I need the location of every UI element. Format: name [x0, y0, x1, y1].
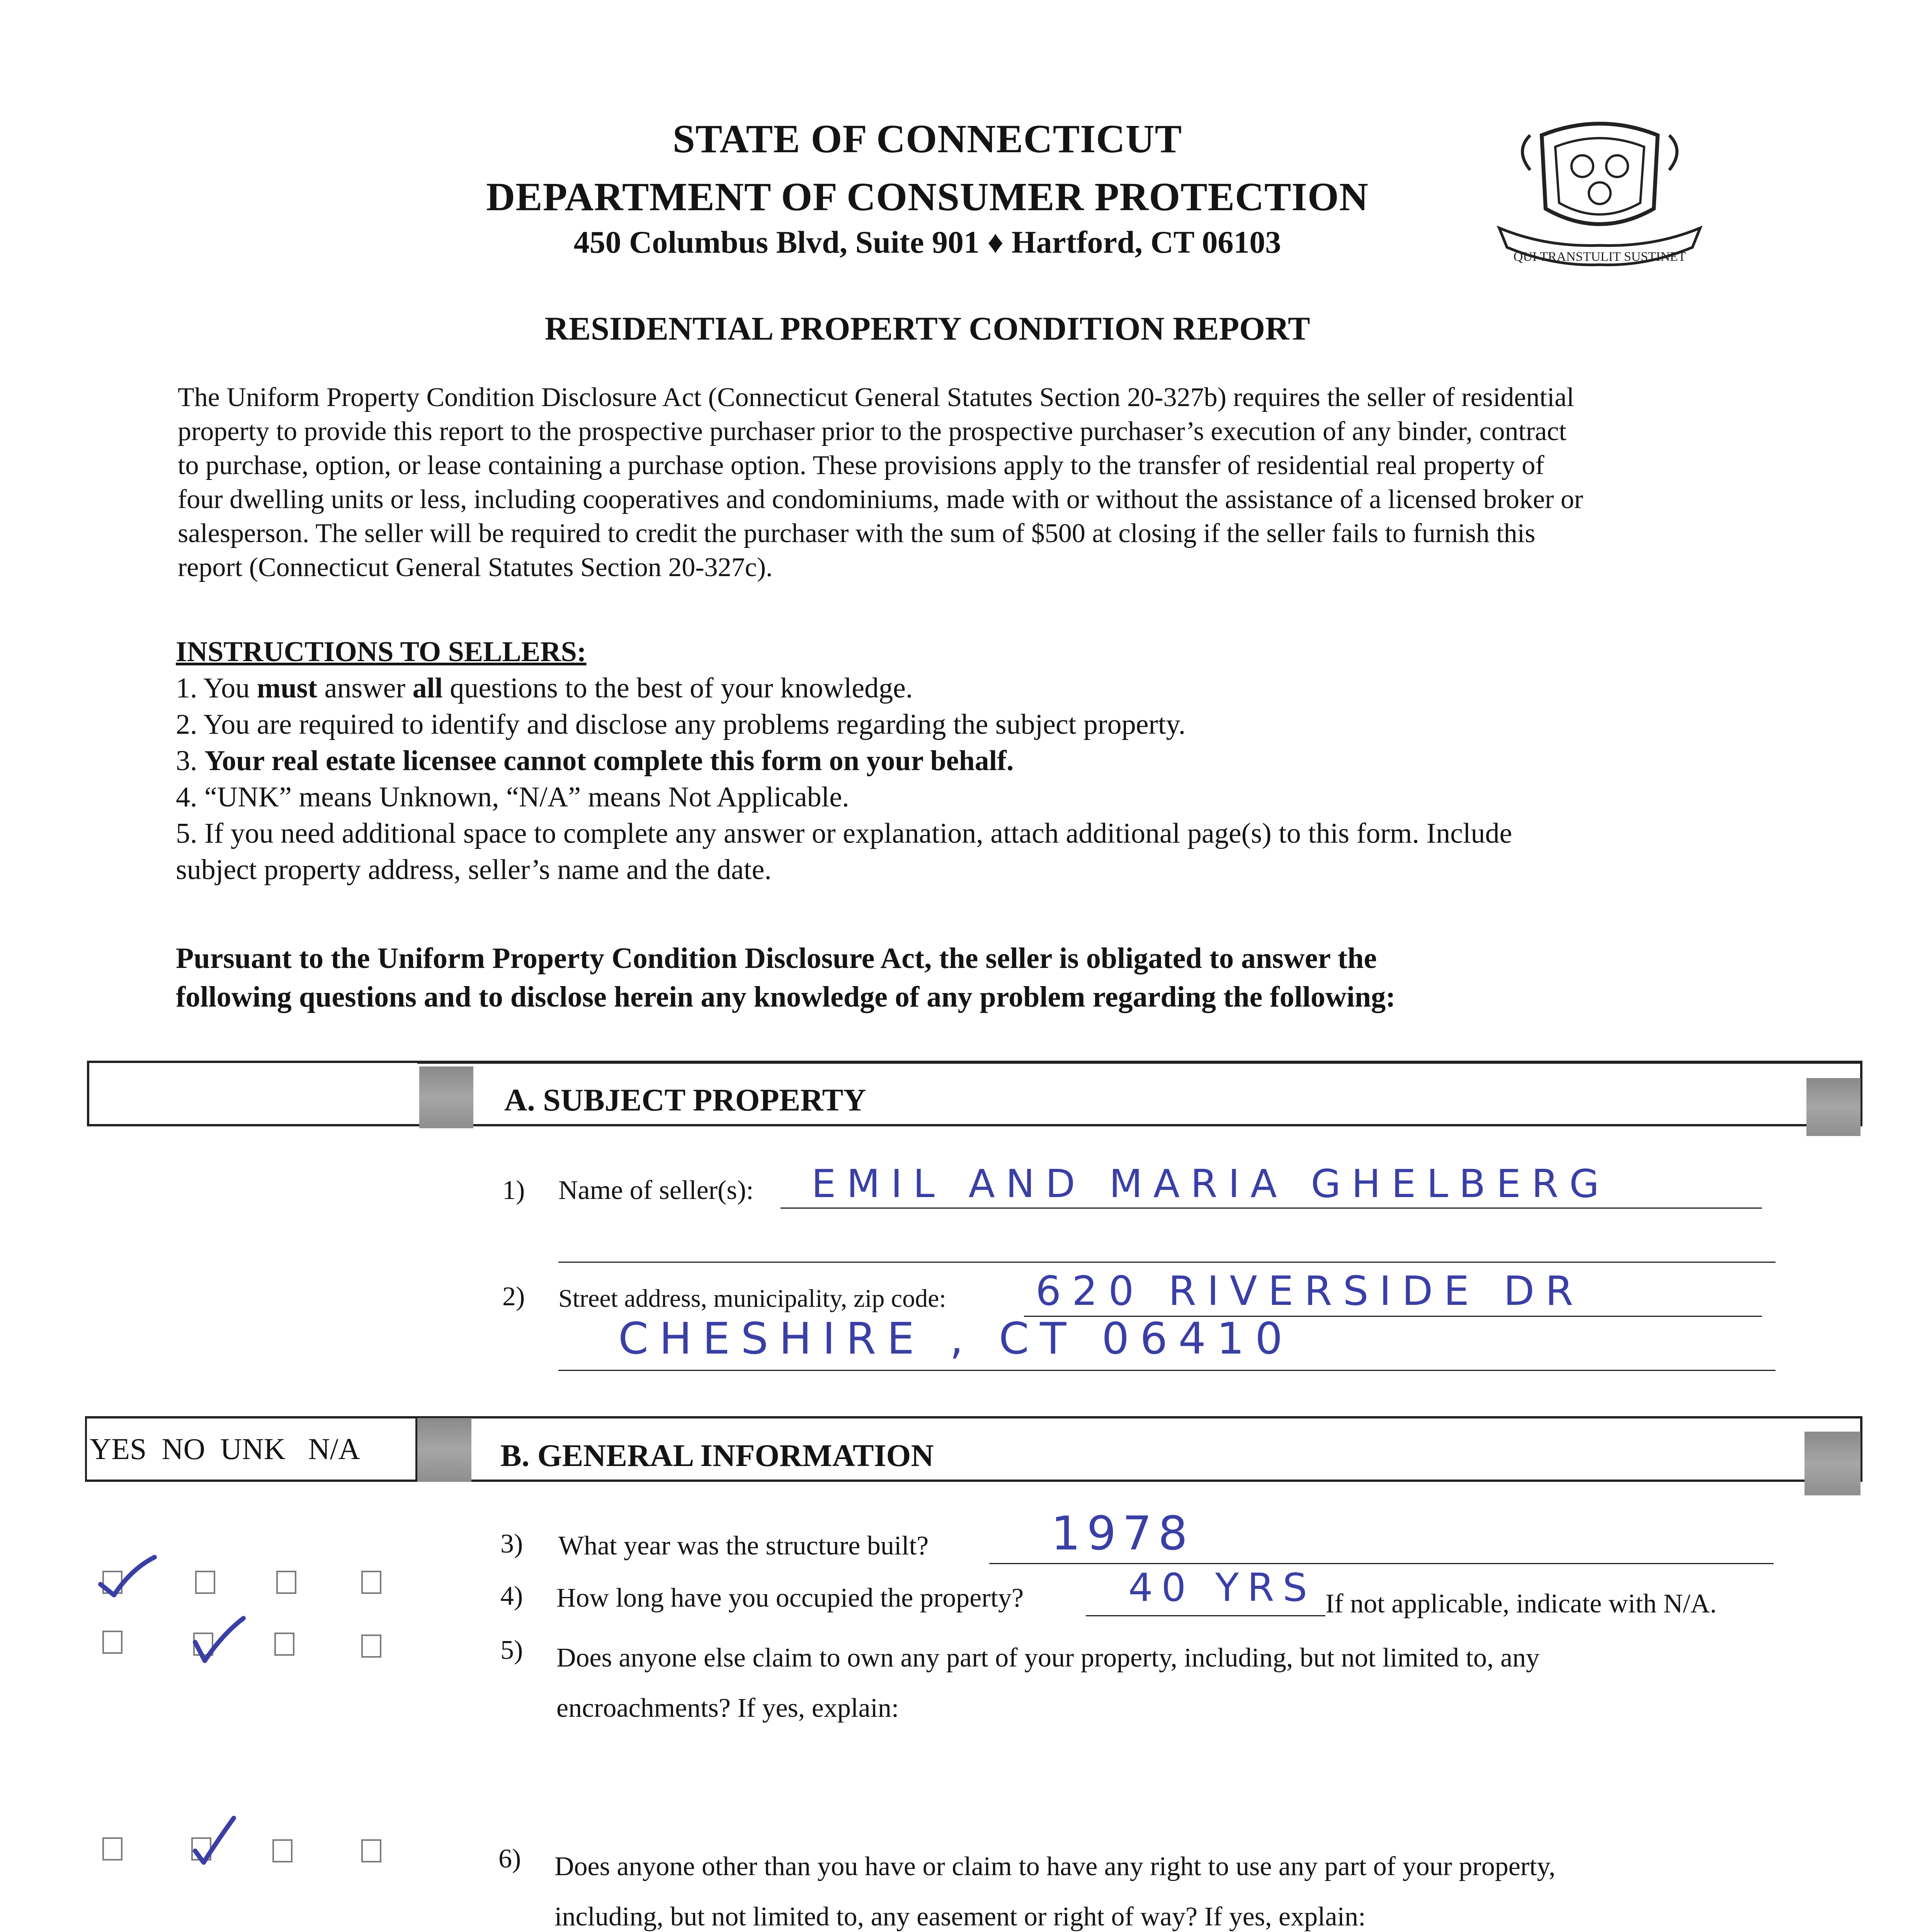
q4-unk-checkbox[interactable]	[276, 1571, 296, 1594]
street-address-input[interactable]: 620 RIVERSIDE DR	[1036, 1267, 1584, 1315]
q3-label: What year was the structure built?	[558, 1531, 929, 1561]
section-a-top-rule	[417, 1061, 1862, 1064]
department-address: 450 Columbus Blvd, Suite 901 ♦ Hartford, CT 06103	[573, 224, 1281, 260]
section-b-title: B. GENERAL INFORMATION	[500, 1438, 934, 1473]
intro-line: four dwelling units or less, including cooperatives and condominiums, made with or without the assistance of a licensed broker or	[178, 485, 1583, 514]
q1-underline	[781, 1208, 1762, 1209]
year-built-input[interactable]: 1978	[1051, 1507, 1194, 1561]
section-a-shade-left	[419, 1066, 473, 1128]
connecticut-seal-icon	[1492, 112, 1708, 278]
instruction-item-3: 3. Your real estate licensee cannot complete this form on your behalf.	[176, 745, 1014, 777]
seller-name-input[interactable]: EMIL AND MARIA GHELBERG	[811, 1161, 1610, 1206]
q1-label: Name of seller(s):	[558, 1175, 754, 1205]
section-a-title: A. SUBJECT PROPERTY	[504, 1082, 866, 1117]
occupancy-duration-input[interactable]: 40 YRS	[1128, 1565, 1316, 1610]
intro-line: property to provide this report to the prospective purchaser prior to the prospective purchaser’s execution of any binder, contract	[178, 417, 1566, 446]
pursuant-line-1: Pursuant to the Uniform Property Condition Disclosure Act, the seller is obligated to answer the	[176, 942, 1377, 975]
section-a-shade-right	[1806, 1078, 1861, 1136]
q2-label: Street address, municipality, zip code:	[558, 1284, 946, 1313]
seal-motto: QUI TRANSTULIT SUSTINET	[1513, 250, 1686, 264]
q1-number: 1)	[502, 1175, 525, 1205]
q6-line-2: including, but not limited to, any easement or right of way? If yes, explain:	[554, 1902, 1366, 1932]
form-title: RESIDENTIAL PROPERTY CONDITION REPORT	[544, 310, 1310, 347]
q5-line-2: encroachments? If yes, explain:	[556, 1693, 899, 1723]
instruction-item-5-cont: subject property address, seller’s name and the date.	[176, 854, 772, 886]
section-a-header-bar	[87, 1061, 1862, 1126]
intro-line: to purchase, option, or lease containing a purchase option. These provisions apply to the transfer of residential real property of	[178, 451, 1544, 480]
q3-underline	[989, 1563, 1774, 1564]
q6-line-1: Does anyone other than you have or claim to have any right to use any part of your property,	[554, 1852, 1556, 1881]
q2-number: 2)	[502, 1282, 525, 1311]
q5-na-checkbox[interactable]	[361, 1634, 381, 1658]
q5-yes-checkbox[interactable]	[102, 1631, 122, 1654]
instruction-item-2: 2. You are required to identify and disclose any problems regarding the subject property.	[176, 709, 1186, 740]
q6-number: 6)	[498, 1844, 521, 1874]
q6-yes-checkbox[interactable]	[102, 1837, 122, 1861]
instruction-item-5: 5. If you need additional space to complete any answer or explanation, attach additional page(s) to this form. Include	[176, 818, 1512, 849]
q4-yes-checkmark-icon	[93, 1549, 162, 1604]
state-name: STATE OF CONNECTICUT	[672, 117, 1182, 161]
intro-paragraph	[178, 381, 1820, 585]
intro-line: salesperson. The seller will be required to credit the purchaser with the sum of $500 at closing if the seller fails to furnish this	[178, 519, 1536, 548]
instruction-item-1: 1. You must answer all questions to the best of your knowledge.	[176, 672, 913, 704]
q3-number: 3)	[500, 1529, 523, 1559]
q5-unk-checkbox[interactable]	[274, 1633, 294, 1656]
intro-line: report (Connecticut General Statutes Section 20-327c).	[178, 553, 773, 582]
q4-suffix: If not applicable, indicate with N/A.	[1325, 1589, 1717, 1619]
instructions-block	[176, 634, 1837, 888]
q4-no-checkbox[interactable]	[195, 1571, 215, 1594]
q6-unk-checkbox[interactable]	[272, 1839, 293, 1862]
section-b-shade-left	[417, 1418, 471, 1482]
q5-no-checkmark-icon	[185, 1611, 255, 1665]
instructions-heading: INSTRUCTIONS TO SELLERS:	[176, 636, 587, 668]
q4-label: How long have you occupied the property?	[556, 1583, 1024, 1613]
q2-second-underline	[558, 1370, 1776, 1371]
pursuant-statement	[176, 939, 1799, 1016]
answer-columns-header: YES NO UNK N/A	[90, 1432, 360, 1466]
q4-underline	[1086, 1615, 1325, 1616]
q6-na-checkbox[interactable]	[361, 1839, 381, 1862]
section-b-shade-right	[1804, 1432, 1861, 1495]
q6-no-checkmark-icon	[184, 1812, 253, 1870]
q5-line-1: Does anyone else claim to own any part of your property, including, but not limited to, any	[556, 1643, 1540, 1673]
q5-number: 5)	[500, 1635, 523, 1665]
q4-na-checkbox[interactable]	[361, 1571, 381, 1594]
instruction-item-4: 4. “UNK” means Unknown, “N/A” means Not Applicable.	[176, 781, 849, 813]
intro-line: The Uniform Property Condition Disclosure Act (Connecticut General Statutes Section 20-327b) requires the seller of residential	[178, 383, 1574, 412]
department-name: DEPARTMENT OF CONSUMER PROTECTION	[486, 175, 1369, 219]
q4-number: 4)	[500, 1581, 523, 1611]
municipality-zip-input[interactable]: CHESHIRE , CT 06410	[618, 1314, 1294, 1364]
pursuant-line-2: following questions and to disclose herein any knowledge of any problem regarding the following:	[176, 981, 1396, 1013]
q1-second-underline	[558, 1262, 1776, 1263]
